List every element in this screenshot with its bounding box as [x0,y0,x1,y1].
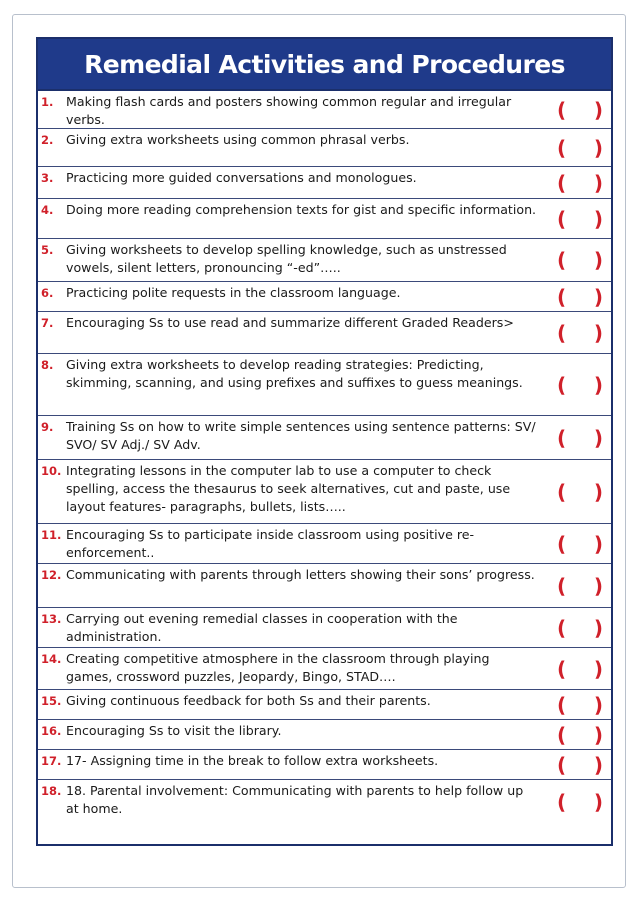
item-number: 17. [41,754,62,768]
item-text: Doing more reading comprehension texts for gist and specific information. [66,202,537,217]
item-number: 14. [41,652,62,666]
close-paren: ) [593,479,603,504]
item-number: 7. [41,316,54,330]
check-box[interactable] [543,608,611,647]
list-item [38,564,611,608]
list-item [38,416,611,460]
check-box[interactable] [543,780,611,824]
item-text: Practicing polite requests in the classroom language. [66,285,401,300]
close-paren: ) [593,573,603,598]
list-item [38,91,611,129]
close-paren: ) [593,790,603,814]
check-box[interactable] [543,312,611,353]
check-box[interactable] [543,750,611,779]
close-paren: ) [593,531,603,556]
open-paren: ( [557,135,567,160]
item-text: 18. Parental involvement: Communicating with parents to help follow up at home. [66,783,524,816]
item-number: 4. [41,203,54,217]
open-paren: ( [557,656,567,681]
item-number: 15. [41,694,62,708]
list-item [38,199,611,239]
list-item [38,239,611,282]
item-number: 11. [41,528,62,542]
open-paren: ( [557,170,567,195]
check-box[interactable] [543,460,611,523]
open-paren: ( [557,722,567,747]
close-paren: ) [593,722,603,747]
list-item [38,608,611,648]
check-box[interactable] [543,129,611,166]
check-box[interactable] [543,564,611,607]
item-number: 6. [41,286,54,300]
check-box[interactable] [543,199,611,238]
list-item [38,129,611,167]
item-number: 2. [41,133,54,147]
close-paren: ) [593,320,603,345]
item-number: 13. [41,612,62,626]
list-item [38,780,611,824]
list-item [38,460,611,524]
item-number: 9. [41,420,54,434]
open-paren: ( [557,790,567,814]
item-text: Carrying out evening remedial classes in cooperation with the administration. [66,611,458,644]
close-paren: ) [593,97,603,122]
item-text: Communicating with parents through letters showing their sons’ progress. [66,567,535,582]
close-paren: ) [593,656,603,681]
open-paren: ( [557,752,567,777]
list-item [38,354,611,416]
close-paren: ) [593,372,603,397]
item-text: Encouraging Ss to use read and summarize different Graded Readers> [66,315,514,330]
open-paren: ( [557,248,567,272]
item-number: 10. [41,464,62,478]
close-paren: ) [593,135,603,160]
check-box[interactable] [543,91,611,128]
check-box[interactable] [543,239,611,281]
item-number: 1. [41,95,54,109]
list-item [38,282,611,312]
open-paren: ( [557,615,567,640]
open-paren: ( [557,97,567,122]
close-paren: ) [593,170,603,195]
open-paren: ( [557,372,567,397]
close-paren: ) [593,206,603,231]
item-text: Creating competitive atmosphere in the classroom through playing games, crossword puzzles, Jeopardy, Bingo, STAD…. [66,651,490,684]
item-text: Making flash cards and posters showing common regular and irregular verbs. [66,94,512,127]
activities-list [38,91,611,844]
check-box[interactable] [543,524,611,563]
list-item [38,312,611,354]
item-text: Giving extra worksheets to develop reading strategies: Predicting, skimming, scanning, and using prefixes and suffixes to guess meanings. [66,357,523,390]
item-text: Encouraging Ss to visit the library. [66,723,282,738]
check-box[interactable] [543,648,611,689]
item-text: Giving worksheets to develop spelling knowledge, such as unstressed vowels, silent letters, pronouncing “-ed”….. [66,242,507,275]
open-paren: ( [557,425,567,450]
check-box[interactable] [543,720,611,749]
close-paren: ) [593,425,603,450]
item-number: 3. [41,171,54,185]
list-item [38,750,611,780]
list-item [38,524,611,564]
title-bar [38,39,611,91]
close-paren: ) [593,692,603,717]
list-item [38,167,611,199]
item-number: 18. [41,784,62,798]
item-text: 17- Assigning time in the break to follow extra worksheets. [66,753,439,768]
open-paren: ( [557,206,567,231]
item-text: Encouraging Ss to participate inside classroom using positive re-enforcement.. [66,527,475,560]
check-box[interactable] [543,167,611,198]
item-text: Giving continuous feedback for both Ss and their parents. [66,693,431,708]
close-paren: ) [593,752,603,777]
item-number: 16. [41,724,62,738]
list-item [38,720,611,750]
close-paren: ) [593,615,603,640]
open-paren: ( [557,573,567,598]
item-number: 8. [41,358,54,372]
check-box[interactable] [543,416,611,459]
check-box[interactable] [543,690,611,719]
item-text: Training Ss on how to write simple sentences using sentence patterns: SV/ SVO/ SV Adj./ SV Adv. [66,419,536,452]
close-paren: ) [593,248,603,272]
list-item [38,690,611,720]
item-number: 12. [41,568,62,582]
item-text: Integrating lessons in the computer lab to use a computer to check spelling, access the thesaurus to seek alternatives, cut and paste, use layout features- paragraphs, bullets, lists….. [66,463,511,514]
open-paren: ( [557,531,567,556]
check-box[interactable] [543,354,611,415]
activities-sheet [36,37,613,846]
check-box[interactable] [543,282,611,311]
item-number: 5. [41,243,54,257]
item-text: Giving extra worksheets using common phrasal verbs. [66,132,410,147]
item-text: Practicing more guided conversations and monologues. [66,170,417,185]
open-paren: ( [557,692,567,717]
close-paren: ) [593,284,603,309]
page-title: Remedial Activities and Procedures [84,49,565,79]
list-item [38,648,611,690]
open-paren: ( [557,479,567,504]
open-paren: ( [557,284,567,309]
open-paren: ( [557,320,567,345]
